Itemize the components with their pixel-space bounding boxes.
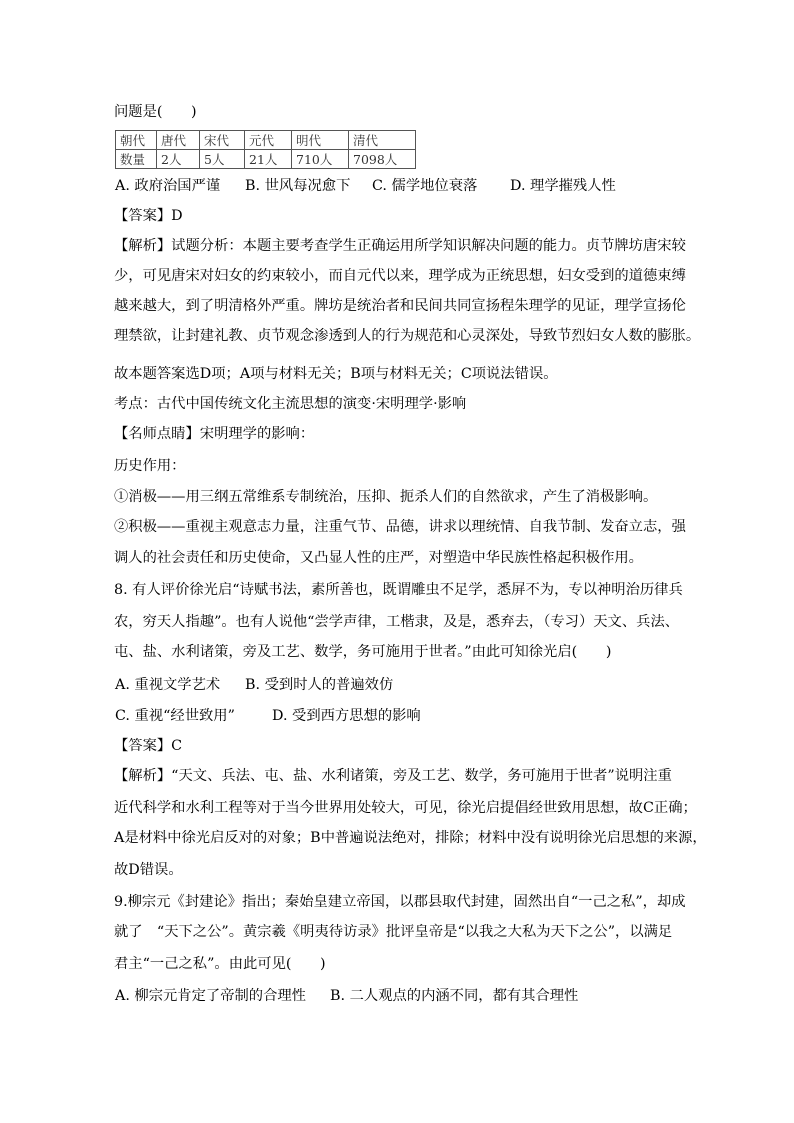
table-cell: 清代 [349,131,416,150]
data-table [115,130,416,169]
q7-answer: 【答案】D [114,208,183,224]
q9-stem-line: 就了 “天下之公”。黄宗羲《明夷待访录》批评皇帝是“以我之大私为天下之公”，以满足 [114,924,673,940]
q7-point-2-line: ②积极——重视主观意志力量，注重气节、品德，讲求以理统情、自我节制、发奋立志，强 [114,519,686,535]
q7-analysis-line: 【解析】试题分析：本题主要考查学生正确运用所学知识解决问题的能力。贞节牌坊唐宋较 [114,238,686,254]
table-cell: 数量 [116,150,157,169]
table-cell: 元代 [245,131,292,150]
table-cell: 7098人 [349,150,416,169]
q8-analysis-line: 故D错误。 [114,862,183,878]
q7-lishi-label: 历史作用： [114,458,186,474]
q7-option-b: B. 世风每况愈下 [245,178,351,194]
q8-option-b: B. 受到时人的普遍效仿 [245,677,394,693]
q8-option-c: C. 重视“经世致用” [115,708,235,724]
q9-stem-line: 9.柳宗元《封建论》指出；秦始皇建立帝国，以郡县取代封建，固然出自“一己之私”，却成 [114,894,686,910]
q9-option-b: B. 二人观点的内涵不同，都有其合理性 [330,988,579,1004]
table-row [116,150,416,169]
table-cell: 710人 [292,150,349,169]
table-cell: 2人 [157,150,200,169]
q9-stem-line: 君主“一己之私”。由此可见( ) [114,956,326,972]
q8-stem-line: 8. 有人评价徐光启“诗赋书法，素所善也，既谓雕虫不足学，悉屏不为，专以神明治历律兵 [114,582,683,598]
q7-option-a: A. 政府治国严谨 [115,178,221,194]
table-cell: 宋代 [200,131,245,150]
q7-mingshi-heading: 【名师点睛】宋明理学的影响： [114,426,315,442]
q8-analysis-line: 【解析】“天文、兵法、屯、盐、水利诸策，旁及工艺、数学，务可施用于世者”说明注重 [114,768,672,784]
table-cell: 5人 [200,150,245,169]
q8-option-a: A. 重视文学艺术 [115,677,221,693]
q7-analysis-line: 故本题答案选D项；A项与材料无关；B项与材料无关；C项说法错误。 [114,366,558,382]
q7-analysis-line: 理禁欲，让封建礼教、贞节观念渗透到人的行为规范和心灵深处，导致节烈妇女人数的膨胀。 [114,328,701,344]
q8-analysis-line: 近代科学和水利工程等对于当今世界用处较大，可见，徐光启提倡经世致用思想，故C正确； [114,800,697,816]
q8-stem-line: 屯、盐、水利诸策，旁及工艺、数学，务可施用于世者。”由此可知徐光启( ) [114,644,612,660]
q7-point-1: ①消极——用三纲五常维系专制统治，压抑、扼杀人们的自然欲求，产生了消极影响。 [114,489,658,505]
table-cell: 朝代 [116,131,157,150]
table-cell: 21人 [245,150,292,169]
q7-option-c: C. 儒学地位衰落 [372,178,478,194]
q8-option-d: D. 受到西方思想的影响 [272,708,421,724]
q7-point-2-line: 调人的社会责任和历史使命，又凸显人性的庄严，对塑造中华民族性格起积极作用。 [114,550,643,566]
table-cell: 明代 [292,131,349,150]
q8-analysis-line: A是材料中徐光启反对的对象；B中普遍说法绝对，排除；材料中没有说明徐光启思想的来源， [114,830,707,846]
q9-option-a: A. 柳宗元肯定了帝制的合理性 [115,988,306,1004]
q7-analysis-line: 少，可见唐宋对妇女的约束较小，而自元代以来，理学成为正统思想，妇女受到的道德束缚 [114,268,686,284]
q7-kaodian: 考点：古代中国传统文化主流思想的演变·宋明理学·影响 [114,396,467,412]
table-row [116,131,416,150]
q7-analysis-line: 越来越大，到了明清格外严重。牌坊是统治者和民间共同宣扬程朱理学的见证，理学宣扬伦 [114,298,686,314]
q7-stem-tail: 问题是( ) [114,104,197,120]
q8-answer: 【答案】C [114,738,183,754]
q7-option-d: D. 理学摧残人性 [510,178,616,194]
table-cell: 唐代 [157,131,200,150]
q8-stem-line: 农，穷天人指趣”。也有人说他“尝学声律，工楷隶，及是，悉弃去，（专习）天文、兵法、 [114,614,680,630]
